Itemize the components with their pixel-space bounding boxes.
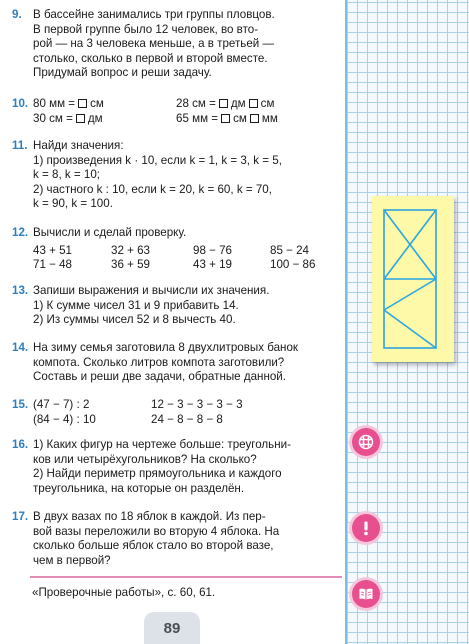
expression: 12 − 3 − 3 − 3 − 3 xyxy=(151,398,243,411)
task-text: столько, сколько в первой и второй вместе. xyxy=(33,51,268,65)
expression: 98 − 76 xyxy=(193,243,233,257)
unit-text: дм xyxy=(87,111,103,125)
answer-box xyxy=(221,114,230,123)
task-13 xyxy=(12,284,342,328)
sticky-note xyxy=(372,196,454,362)
task-9 xyxy=(12,8,342,81)
task-number: 13. xyxy=(12,284,29,297)
expression: 32 + 63 xyxy=(111,243,151,257)
expression: (84 − 4) : 10 xyxy=(33,412,96,426)
task-text: Придумай вопрос и реши задачу. xyxy=(33,66,212,80)
task-text: В первой группе было 12 человек, во вто- xyxy=(33,22,259,36)
footer-divider xyxy=(30,576,342,578)
task-number: 10. xyxy=(12,97,29,110)
answer-box xyxy=(76,114,85,123)
answer-box xyxy=(250,114,259,123)
unit-text: дм xyxy=(230,97,246,110)
task-text: k = 90, k = 100. xyxy=(33,197,113,211)
task-number: 14. xyxy=(12,341,29,354)
diagonal-line xyxy=(384,310,436,348)
answer-box xyxy=(219,99,228,108)
task-number: 9. xyxy=(12,8,22,21)
task-text: Составь и реши две задачи, обратные данной. xyxy=(33,370,287,384)
task-12 xyxy=(12,226,342,273)
book-icon[interactable] xyxy=(352,580,380,608)
conversion-text: 28 см = xyxy=(176,97,216,110)
task-text: 2) Найди периметр прямоугольника и каждого xyxy=(33,467,282,481)
task-title: Вычисли и сделай проверку. xyxy=(33,226,187,239)
task-15 xyxy=(12,398,342,427)
task-text: 1) К сумме чисел 31 и 9 прибавить 14. xyxy=(33,298,239,312)
task-10 xyxy=(12,97,342,126)
conversion-text: 30 см = xyxy=(33,111,73,125)
task-text: чем в первой? xyxy=(33,553,111,567)
expression: 36 + 59 xyxy=(111,258,151,272)
unit-text: см xyxy=(260,97,275,110)
conversion-text: 80 мм = xyxy=(33,97,76,110)
task-text: сколько больше яблок стало во второй вазе, xyxy=(33,539,274,553)
expression: (47 − 7) : 2 xyxy=(33,398,90,411)
expression: 100 − 86 xyxy=(270,258,316,272)
conversion-text: 65 мм = xyxy=(176,111,219,125)
task-number: 15. xyxy=(12,398,29,411)
task-text: рой — на 3 человека меньше, а в третьей — xyxy=(33,37,275,51)
task-text: В бассейне занимались три группы пловцов. xyxy=(33,8,275,21)
task-16 xyxy=(12,438,342,496)
expression: 43 + 19 xyxy=(193,258,233,272)
page-number: 89 xyxy=(144,612,200,644)
diagonal-line xyxy=(384,279,436,310)
task-text: компота. Сколько литров компота заготовили? xyxy=(33,355,285,369)
margin-border xyxy=(345,0,347,644)
task-number: 11. xyxy=(12,139,28,152)
task-14 xyxy=(12,341,342,385)
task-text: В двух вазах по 18 яблок в каждой. Из пер- xyxy=(33,510,266,523)
expression: 85 − 24 xyxy=(270,243,310,257)
task-text: 2) частного k : 10, если k = 20, k = 60, k = 70, xyxy=(33,182,272,196)
task-text: k = 8, k = 10; xyxy=(33,168,101,182)
answer-box xyxy=(78,99,87,108)
task-text: вой вазы переложили во вторую 4 яблока. На xyxy=(33,524,280,538)
unit-text: мм xyxy=(261,111,278,125)
workbook-reference: «Проверочные работы», с. 60, 61. xyxy=(32,586,216,599)
task-number: 12. xyxy=(12,226,29,239)
task-text: 1) произведения k · 10, если k = 1, k = 3, k = 5, xyxy=(33,153,282,167)
geometry-drawing xyxy=(372,196,454,362)
task-text: Запиши выражения и вычисли их значения. xyxy=(33,284,270,297)
task-number: 17. xyxy=(12,510,29,523)
expression: 43 + 51 xyxy=(33,243,73,257)
task-text: 1) Каких фигур на чертеже больше: треугольни- xyxy=(33,438,291,451)
task-text: треугольника, на которые он разделён. xyxy=(33,481,245,495)
task-17 xyxy=(12,510,342,568)
exclamation-icon[interactable] xyxy=(352,514,380,542)
task-text: ков или четырёхугольников? На сколько? xyxy=(33,452,257,466)
task-11 xyxy=(12,139,342,212)
task-number: 16. xyxy=(12,438,29,451)
task-text: 2) Из суммы чисел 52 и 8 вычесть 40. xyxy=(33,313,236,327)
grid-icon[interactable] xyxy=(352,428,380,456)
task-text: На зиму семья заготовила 8 двухлитровых банок xyxy=(33,341,298,354)
answer-box xyxy=(249,99,258,108)
expression: 24 − 8 − 8 − 8 xyxy=(151,412,223,426)
unit-text: см xyxy=(233,111,247,125)
unit-text: см xyxy=(90,97,104,110)
expression: 71 − 48 xyxy=(33,258,73,272)
task-text: Найди значения: xyxy=(33,139,124,152)
